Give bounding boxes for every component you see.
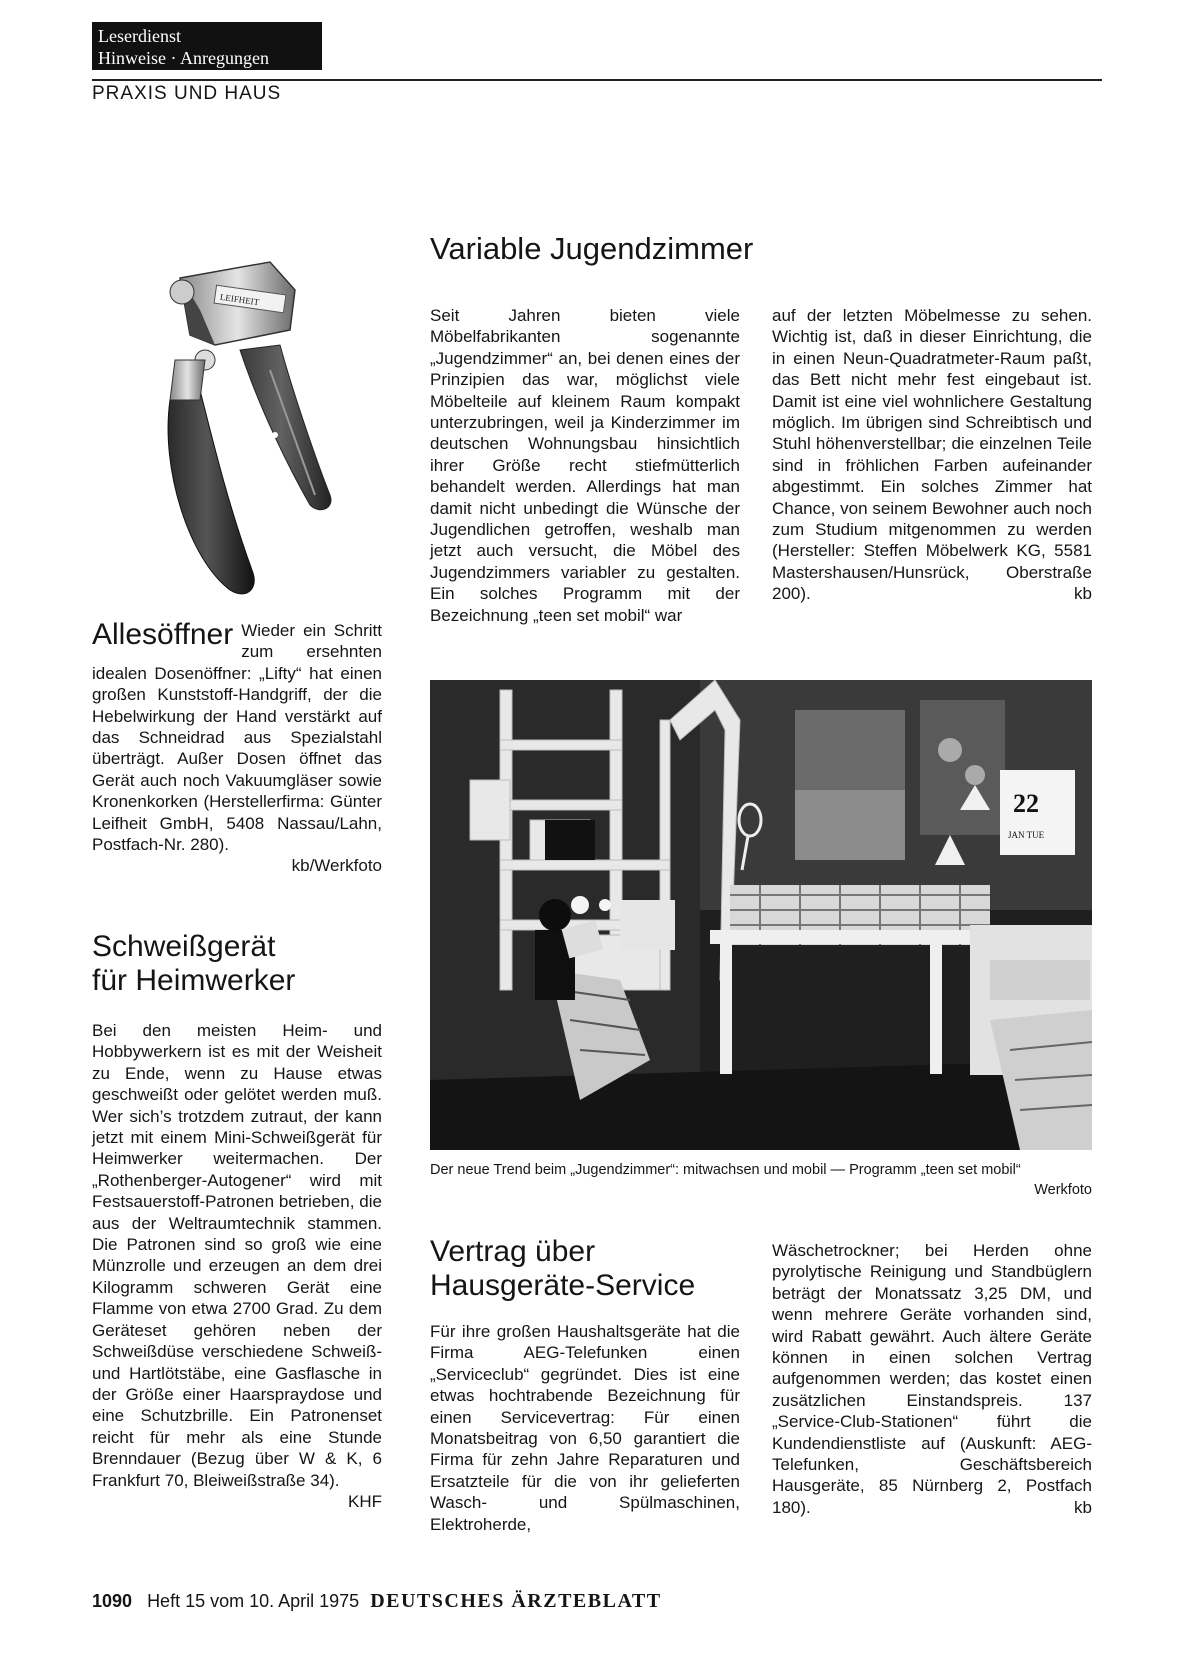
article-vertrag-text: Wäschetrockner; bei Herden ohne pyrolytische Reinigung und Standbüglern beträgt der Monatssatz 3,25 DM, und wenn mehrere Geräte vorhanden sind, wird Rabatt gewährt. Auch ältere Geräte können in einen solchen Vertrag aufgenommen werden; das kostet einen zusätzlichen Einstandspreis. 137 „Service-Club-Stationen“ führt die Kundendienstliste auf (Auskunft: AEG-Telefunken, Geschäftsbereich Hausgeräte, 85 Nürnberg 2, Postfach 180).: [772, 1241, 1092, 1517]
article-vertrag-col1: Für ihre großen Haushaltsgeräte hat die Firma AEG-Telefunken einen „Serviceclub“ gegründet. Dies ist eine etwas hochtrabende Bezeichnung für einen Servicevertrag: Für einen Monatsbeitrag von 6,50 garantiert die Firma für zehn Jahre Reparaturen und Ersatzteile für die von ihr gelieferten Wasch- und Spülmaschinen, Elektroherde,: [430, 1322, 740, 1534]
section-title: PRAXIS UND HAUS: [92, 83, 282, 104]
article-schweissgeraet-title: [92, 930, 382, 998]
room-photo-caption: [430, 1160, 1092, 1200]
article-allesoeffner-title: Allesöffner: [92, 618, 234, 651]
article-schweissgeraet-title-line1: Schweißgerät: [92, 930, 276, 963]
article-jugendzimmer-title: Variable Jugendzimmer: [430, 231, 754, 266]
calendar-month: JAN TUE: [1008, 830, 1045, 840]
article-schweissgeraet-title-line2: für Heimwerker: [92, 964, 296, 997]
article-schweissgeraet: [92, 930, 382, 1512]
article-vertrag-title: [430, 1235, 750, 1303]
article-jugendzimmer-text: auf der letzten Möbelmesse zu sehen. Wichtig ist, daß in dieser Einrichtung, die in einen Neun-Quadratmeter-Raum paßt, das Bett nicht mehr fest eingebaut ist. Damit ist eine viel wohnlichere Gestaltung möglich. Im übrigen sind Schreibtisch und Stuhl höhenverstellbar; die einzelnen Teile sind in fröhlichen Farben aufeinander abgestimmt. Ein solches Zimmer hat Chance, von seinem Bewohner auch noch zum Studium mitgenommen zu werden (Hersteller: Steffen Möbelwerk KG, 5581 Mastershausen/Hunsrück, Oberstraße 200).: [772, 306, 1092, 604]
badge-line-hinweise: Hinweise · Anregungen: [98, 48, 269, 68]
article-vertrag-col2: [772, 1240, 1092, 1518]
article-allesoeffner-text: Wieder ein Schritt zum ersehnten idealen Dosenöffner: „Lifty“ hat einen großen Kunststoff-Handgriff, der die Hebelwirkung der Hand verstärkt auf das Schneidrad aus Spezialstahl überträgt. Außer Dosen öffnet das Gerät auch noch Vakuumgläser sowie Kronenkorken (Herstellerfirma: Günter Leifheit GmbH, 5408 Nassau/Lahn, Postfach-Nr. 280).: [92, 621, 382, 855]
page-number: 1090: [92, 1591, 133, 1611]
header-rule: [92, 79, 1102, 81]
magazine-name: DEUTSCHES ÄRZTEBLATT: [370, 1590, 662, 1612]
article-allesoeffner: [92, 620, 382, 877]
article-vertrag-title-line2: Hausgeräte-Service: [430, 1269, 696, 1302]
can-opener-photo: [120, 250, 340, 620]
badge-line-leserdienst: Leserdienst: [98, 26, 181, 46]
room-photo-credit: Werkfoto: [1034, 1182, 1092, 1198]
article-schweissgeraet-credit: KHF: [348, 1491, 382, 1511]
article-jugendzimmer-col1: Seit Jahren bieten viele Möbelfabrikanten sogenannte „Jugendzimmer“ an, bei denen eines der Prinzipien das war, möglichst viele Möbelteile auf kleinem Raum kompakt unterzubringen, weil ja Kinderzimmer im deutschen Wohnungsbau hinsichtlich ihrer Größe recht stiefmütterlich behandelt werden. Allerdings hat man damit nicht unbedingt die Wünsche der Jugendlichen getroffen, weshalb man jetzt auch versucht, die Möbel des Jugendzimmers variabler zu gestalten. Ein solches Programm mit der Bezeichnung „teen set mobil“ war: [430, 306, 740, 625]
article-allesoeffner-body: [92, 620, 382, 877]
calendar-day: 22: [1013, 789, 1039, 818]
article-schweissgeraet-body: [92, 1020, 382, 1512]
brand-mark: LEIFHEIT: [219, 291, 260, 308]
article-allesoeffner-credit: kb/Werkfoto: [291, 856, 382, 876]
room-photo-caption-text: Der neue Trend beim „Jugendzimmer“: mitwachsen und mobil — Programm „teen set mobil“: [430, 1162, 1021, 1178]
article-vertrag-title-line1: Vertrag über: [430, 1235, 596, 1268]
section-badge: [92, 22, 322, 70]
article-schweissgeraet-text: Bei den meisten Heim- und Hobbywerkern ist es mit der Weisheit zu Ende, wenn zu Hause etwas geschweißt oder gelötet werden muß. Wer sich’s trotzdem zutraut, der kann jetzt mit einem Mini-Schweißgerät für Heimwerker weitermachen. Der „Rothenberger-Autogener“ wird mit Festsauerstoff-Patronen betrieben, die aus der Weltraumtechnik stammen. Die Patronen sind so groß wie eine Münzrolle und erzeugen an dem drei Kilogramm schweren Gerät eine Flamme von etwa 2700 Grad. Zu dem Geräteset gehören neben der Schweißdüse verschiedene Schweiß- und Hartlötstäbe, eine Gasflasche in der Größe einer Haarspraydose und eine Schutzbrille. Ein Patronenset reicht für mehr als eine Stunde Brenndauer (Bezug über W & K, 6 Frankfurt 70, Bleiweißstraße 34).: [92, 1021, 382, 1490]
issue-info: Heft 15 vom 10. April 1975: [147, 1591, 360, 1611]
article-vertrag-credit: kb: [1074, 1497, 1092, 1517]
article-jugendzimmer-col2: [772, 305, 1092, 605]
page-footer: [92, 1590, 662, 1613]
room-photo: [430, 680, 1092, 1150]
article-jugendzimmer-credit: kb: [1074, 584, 1092, 604]
article-vertrag: [430, 1235, 750, 1535]
